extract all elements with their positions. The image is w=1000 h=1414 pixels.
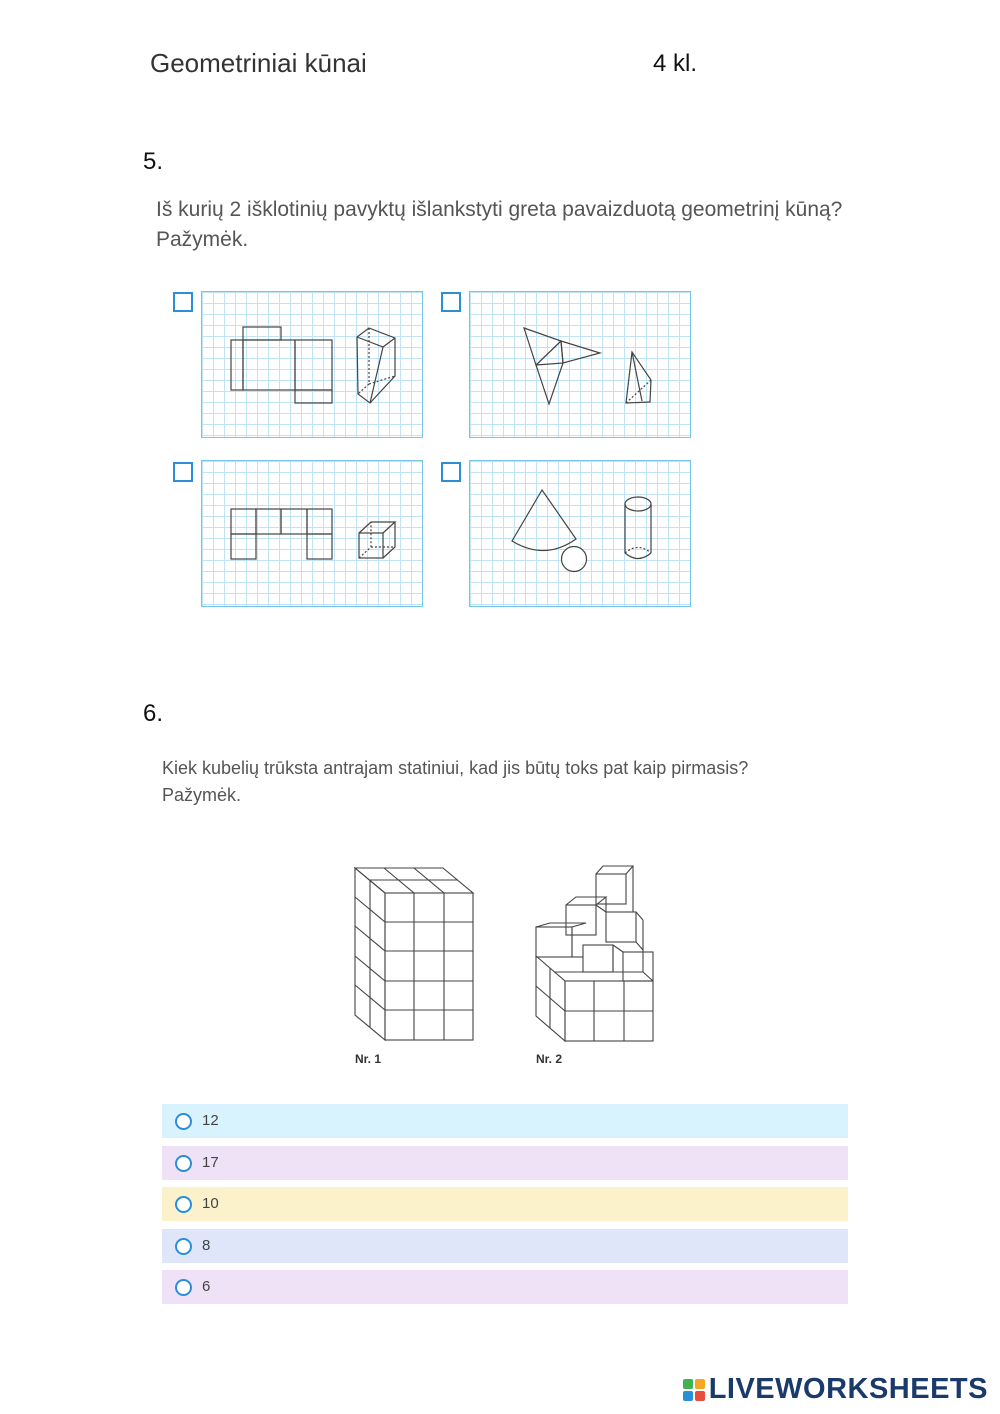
checkbox-pyramid-net[interactable] — [441, 292, 461, 312]
structure-2-drawing — [536, 866, 653, 1041]
radio-icon[interactable] — [175, 1113, 192, 1130]
checkbox-prism-net[interactable] — [173, 292, 193, 312]
radio-icon[interactable] — [175, 1238, 192, 1255]
answer-option-1[interactable] — [162, 1104, 848, 1138]
prism-net-drawing — [202, 292, 424, 439]
question-6-line-1: Kiek kubelių trūksta antrajam statiniui, kad jis būtų toks pat kaip pirmasis? — [162, 758, 749, 778]
radio-icon[interactable] — [175, 1155, 192, 1172]
answer-label: 10 — [202, 1195, 219, 1212]
checkbox-cylinder-net[interactable] — [441, 462, 461, 482]
prism-net-panel — [201, 291, 423, 438]
brand-name: LIVEWORKSHEETS — [708, 1373, 988, 1405]
question-5-line-2: Pažymėk. — [156, 228, 249, 251]
cube-structures-figure — [330, 850, 690, 1080]
question-6-text — [162, 755, 748, 809]
worksheet-title: Geometriniai kūnai — [150, 48, 367, 78]
liveworksheets-logo — [683, 1373, 988, 1406]
grade-label: 4 kl. — [653, 50, 698, 77]
logo-mark-icon — [683, 1379, 705, 1401]
checkbox-cube-net[interactable] — [173, 462, 193, 482]
radio-icon[interactable] — [175, 1196, 192, 1213]
cylinder-net-drawing — [470, 461, 692, 608]
figure-1-label: Nr. 1 — [355, 1052, 382, 1066]
cube-net-drawing — [202, 461, 424, 608]
question-5-number: 5. — [143, 148, 164, 175]
answer-label: 17 — [202, 1154, 219, 1171]
answer-option-5[interactable] — [162, 1270, 848, 1304]
question-6-number: 6. — [143, 700, 164, 727]
pyramid-net-panel — [469, 291, 691, 438]
answer-option-3[interactable] — [162, 1187, 848, 1221]
question-5-text — [156, 195, 842, 255]
figure-2-label: Nr. 2 — [536, 1052, 563, 1066]
answer-option-2[interactable] — [162, 1146, 848, 1180]
question-5-line-1: Iš kurių 2 išklotinių pavyktų išlankstyti greta pavaizduotą geometrinį kūną? — [156, 198, 843, 221]
pyramid-net-drawing — [470, 292, 692, 439]
answer-label: 6 — [202, 1278, 211, 1295]
answer-option-4[interactable] — [162, 1229, 848, 1263]
answer-label: 12 — [202, 1112, 219, 1129]
cube-net-panel — [201, 460, 423, 607]
radio-icon[interactable] — [175, 1279, 192, 1296]
question-6-line-2: Pažymėk. — [162, 785, 242, 805]
answer-label: 8 — [202, 1237, 211, 1254]
structure-1-drawing — [355, 868, 473, 1040]
cylinder-net-panel — [469, 460, 691, 607]
